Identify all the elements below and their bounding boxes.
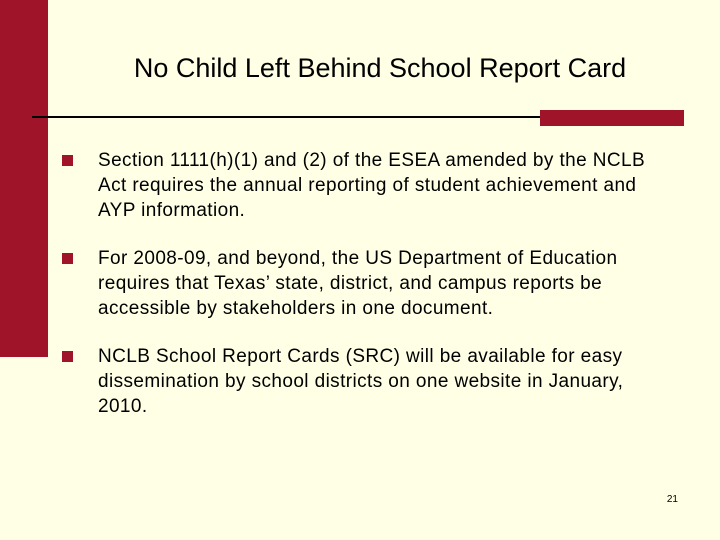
slide-title: No Child Left Behind School Report Card: [133, 53, 627, 83]
square-bullet-icon: [62, 351, 73, 362]
bullet-list: [62, 148, 662, 442]
left-accent-bar: [0, 0, 48, 357]
bullet-text: For 2008-09, and beyond, the US Department of Education requires that Texas’ state, district, and campus reports be accessible by stakeholders in one document.: [98, 248, 618, 319]
square-bullet-icon: [62, 253, 73, 264]
page-number: 21: [666, 494, 678, 505]
square-bullet-icon: [62, 155, 73, 166]
bullet-text: NCLB School Report Cards (SRC) will be available for easy dissemination by school districts on one website in January, 2010.: [98, 346, 624, 417]
title-divider-accent: [540, 110, 684, 126]
bullet-item: [62, 246, 662, 321]
bullet-text: Section 1111(h)(1) and (2) of the ESEA amended by the NCLB Act requires the annual reporting of student achievement and AYP information.: [98, 150, 646, 221]
bullet-item: [62, 344, 662, 419]
bullet-item: [62, 148, 662, 223]
